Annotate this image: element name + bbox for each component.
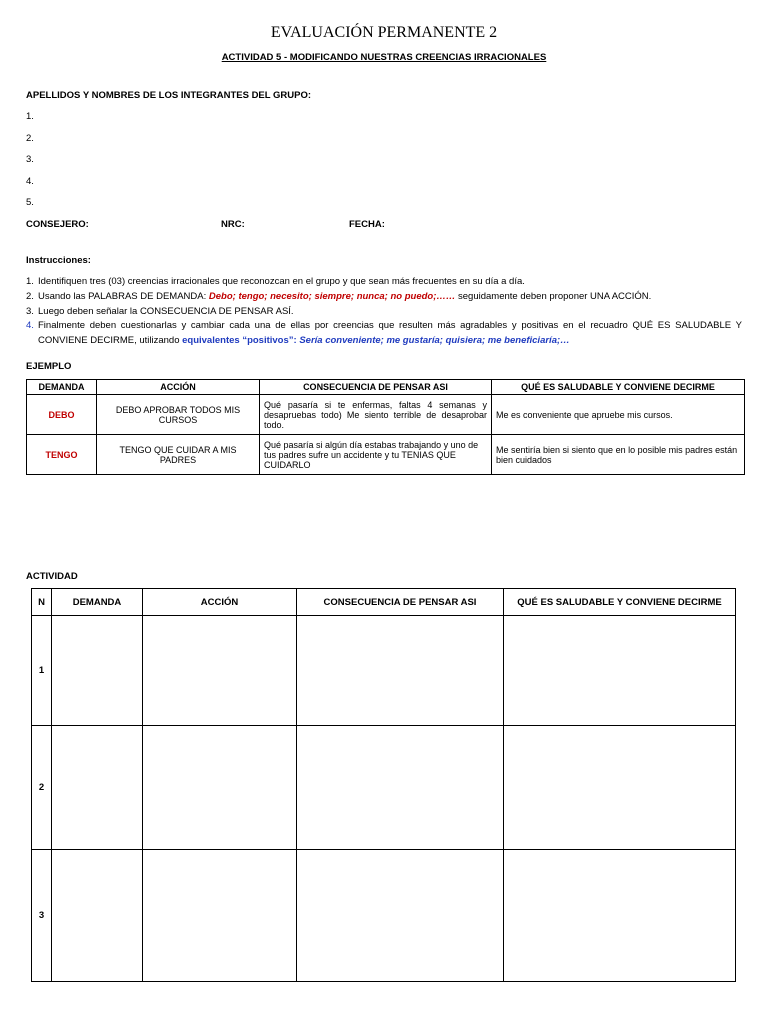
activity-header-demanda: DEMANDA — [52, 589, 143, 616]
instruction-2-prefix: Usando las PALABRAS DE DEMANDA: — [38, 290, 209, 302]
page-title: EVALUACIÓN PERMANENTE 2 — [270, 24, 498, 41]
instruction-4 — [26, 319, 742, 349]
instruction-4-number: 4. — [26, 320, 34, 332]
activity-header-consecuencia: CONSECUENCIA DE PENSAR ASI — [297, 589, 504, 616]
example-header-accion: ACCIÓN — [97, 380, 260, 395]
instructions-list — [26, 275, 742, 349]
fecha-label: FECHA: — [349, 219, 385, 230]
example-consecuencia-cell: Qué pasaría si te enfermas, faltas 4 semanas y desapruebas todo) Me siento terrible de desaprobar todo. — [260, 395, 492, 435]
demand-words: Debo; tengo; necesito; siempre; nunca; no puedo;…… — [208, 290, 456, 302]
activity-accion-cell[interactable] — [143, 616, 297, 726]
activity-accion-cell[interactable] — [143, 850, 297, 982]
activity-header-n: N — [32, 589, 52, 616]
consejero-label: CONSEJERO: — [26, 219, 89, 230]
activity-row-number: 2 — [32, 726, 52, 850]
example-demanda-cell: TENGO — [27, 435, 97, 475]
activity-row — [32, 726, 736, 850]
instruction-2-number: 2. — [26, 290, 34, 302]
example-header-demanda: DEMANDA — [27, 380, 97, 395]
activity-saludable-cell[interactable] — [504, 726, 736, 850]
activity-consecuencia-cell[interactable] — [297, 616, 504, 726]
activity-accion-cell[interactable] — [143, 726, 297, 850]
example-row — [27, 435, 745, 475]
positive-equivalents-label: equivalentes “positivos”: — [182, 335, 297, 347]
example-consecuencia-cell: Qué pasaría si algún día estabas trabajando y uno de tus padres sufre un accidente y tu TENIAS QUE CUIDARLO — [260, 435, 492, 475]
nrc-label: NRC: — [221, 219, 245, 230]
example-row — [27, 395, 745, 435]
activity-demanda-cell[interactable] — [52, 616, 143, 726]
example-demanda-cell: DEBO — [27, 395, 97, 435]
activity-header-row — [32, 589, 736, 616]
instruction-3 — [26, 305, 742, 320]
activity-header-saludable: QUÉ ES SALUDABLE Y CONVIENE DECIRME — [504, 589, 736, 616]
member-line-4: 4. — [26, 176, 34, 187]
instructions-heading: Instrucciones: — [26, 255, 91, 266]
activity-header-accion: ACCIÓN — [143, 589, 297, 616]
activity-heading: ACTIVIDAD — [26, 571, 78, 582]
instruction-2 — [26, 290, 742, 305]
instruction-1-text: Identifiquen tres (03) creencias irracionales que reconozcan en el grupo y que sean más frecuentes en su día a día. — [38, 276, 525, 287]
activity-demanda-cell[interactable] — [52, 726, 143, 850]
member-line-5: 5. — [26, 197, 34, 208]
activity-row — [32, 850, 736, 982]
example-saludable-cell: Me sentiría bien si siento que en lo posible mis padres están bien cuidados — [492, 435, 745, 475]
example-header-row — [27, 380, 745, 395]
member-line-1: 1. — [26, 111, 34, 122]
activity-table — [31, 588, 736, 982]
group-members-label: APELLIDOS Y NOMBRES DE LOS INTEGRANTES DEL GRUPO: — [26, 90, 312, 101]
activity-saludable-cell[interactable] — [504, 616, 736, 726]
example-accion-cell: TENGO QUE CUIDAR A MIS PADRES — [97, 435, 260, 475]
activity-row — [32, 616, 736, 726]
instruction-1 — [26, 275, 742, 290]
member-line-3: 3. — [26, 154, 34, 165]
example-heading: EJEMPLO — [26, 361, 72, 372]
example-saludable-cell: Me es conveniente que apruebe mis cursos. — [492, 395, 745, 435]
activity-row-number: 1 — [32, 616, 52, 726]
activity-subtitle: ACTIVIDAD 5 - MODIFICANDO NUESTRAS CREENCIAS IRRACIONALES — [221, 52, 547, 63]
member-line-2: 2. — [26, 133, 34, 144]
instruction-2-suffix: seguidamente deben proponer UNA ACCIÓN. — [455, 290, 652, 302]
activity-consecuencia-cell[interactable] — [297, 850, 504, 982]
example-accion-cell: DEBO APROBAR TODOS MIS CURSOS — [97, 395, 260, 435]
example-header-consecuencia: CONSECUENCIA DE PENSAR ASI — [260, 380, 492, 395]
example-table — [26, 379, 745, 475]
activity-demanda-cell[interactable] — [52, 850, 143, 982]
activity-consecuencia-cell[interactable] — [297, 726, 504, 850]
activity-saludable-cell[interactable] — [504, 850, 736, 982]
activity-row-number: 3 — [32, 850, 52, 982]
instruction-3-text: Luego deben señalar la CONSECUENCIA DE PENSAR ASÍ. — [38, 305, 294, 317]
instruction-4-prefix: Finalmente deben cuestionarlas y cambiar cada una de ellas por creencias que resulten más agradables y positivas en el recuadro QUÉ ES SALUDABLE Y CONVIENE DECIRME, utilizando — [38, 320, 742, 347]
instruction-1-number: 1. — [26, 276, 34, 287]
positive-words: Sería conveniente; me gustaría; quisiera; me beneficiaría;… — [296, 335, 570, 347]
instruction-3-number: 3. — [26, 305, 34, 317]
example-header-saludable: QUÉ ES SALUDABLE Y CONVIENE DECIRME — [492, 380, 745, 395]
